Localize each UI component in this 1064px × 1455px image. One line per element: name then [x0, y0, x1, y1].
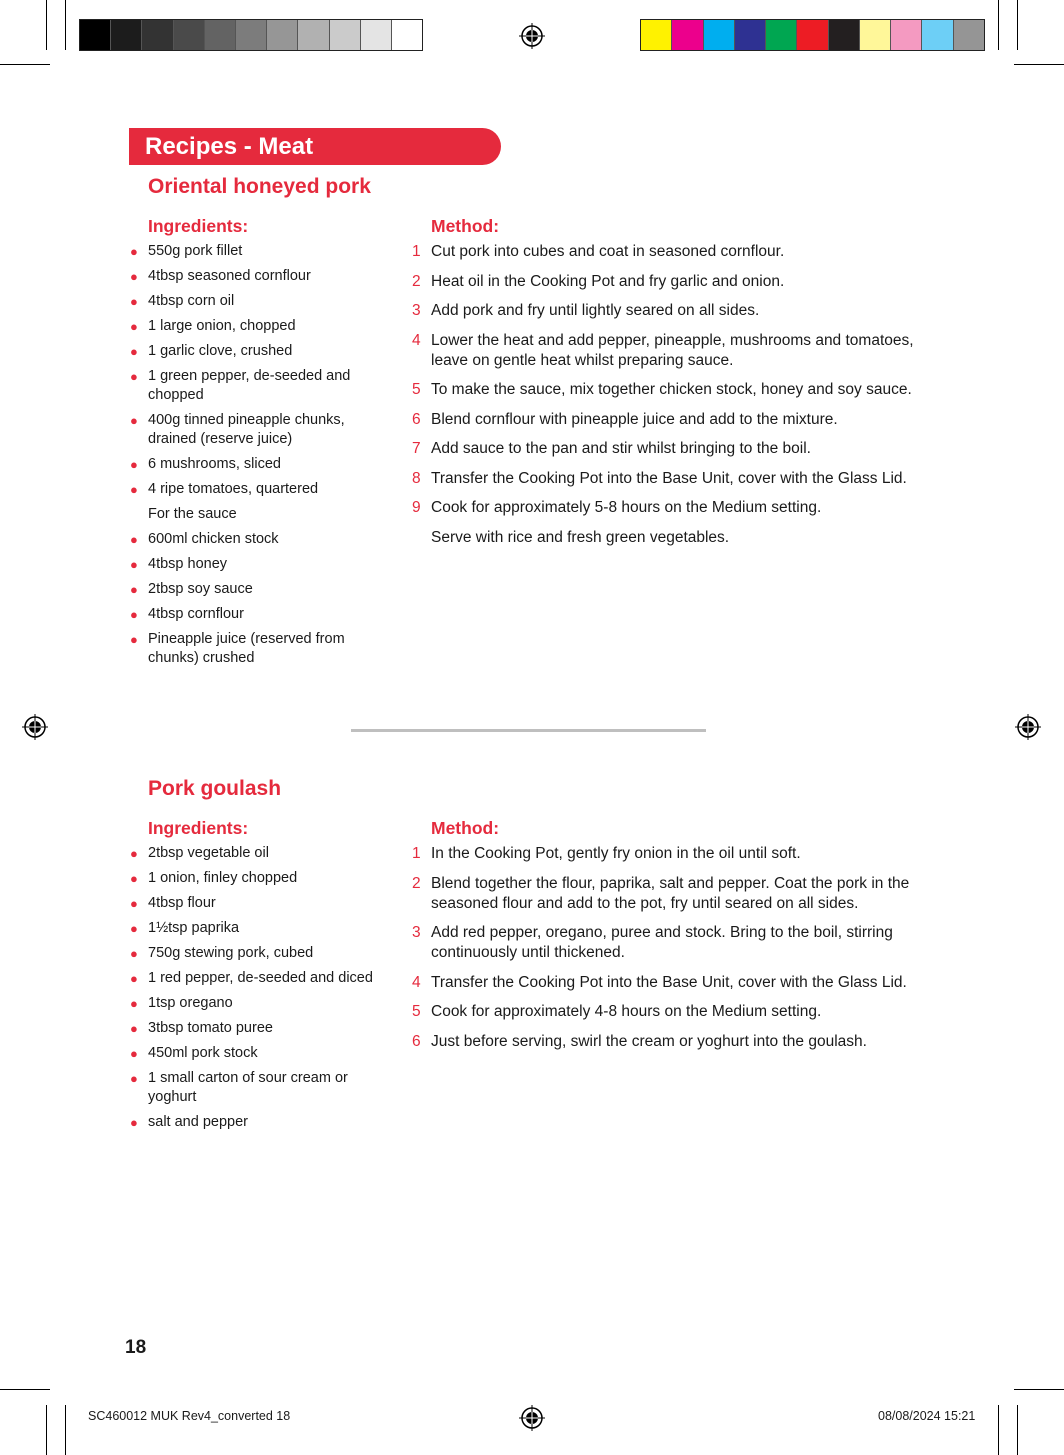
ingredient-item	[126, 455, 376, 474]
bullet-icon: ●	[130, 946, 138, 961]
ingredient-text: 4tbsp cornflour	[148, 606, 244, 622]
ingredient-item	[126, 1113, 376, 1132]
color-swatch	[267, 20, 298, 50]
step-number: 3	[412, 924, 421, 941]
step-text: Heat oil in the Cooking Pot and fry garlic and onion.	[431, 272, 785, 290]
bullet-icon: ●	[130, 896, 138, 911]
method-step	[410, 1002, 950, 1022]
bullet-icon: ●	[130, 413, 138, 428]
ingredient-item	[126, 267, 376, 286]
bullet-icon: ●	[130, 344, 138, 359]
method-step	[410, 380, 950, 400]
ingredient-item	[126, 919, 376, 938]
ingredient-item	[126, 944, 376, 963]
crop-mark	[1014, 1389, 1064, 1390]
step-text: Just before serving, swirl the cream or yoghurt into the goulash.	[431, 1032, 867, 1050]
color-swatch	[641, 20, 672, 50]
step-number: 2	[412, 272, 421, 290]
color-swatch	[298, 20, 329, 50]
color-swatch	[236, 20, 267, 50]
ingredient-item	[126, 505, 376, 524]
bullet-icon: ●	[130, 457, 138, 472]
color-swatch	[766, 20, 797, 50]
method-step	[410, 1032, 950, 1052]
ingredient-text: 4tbsp flour	[148, 895, 216, 911]
step-text: In the Cooking Pot, gently fry onion in the oil until soft.	[431, 845, 801, 862]
step-number: 4	[412, 331, 421, 349]
color-swatch	[704, 20, 735, 50]
method-step	[410, 410, 950, 430]
ingredient-item	[126, 480, 376, 499]
greyscale-color-bar	[79, 19, 423, 51]
bullet-icon: ●	[130, 482, 138, 497]
ingredients-list	[126, 242, 376, 674]
color-swatch	[392, 20, 422, 50]
ingredient-text: 1 large onion, chopped	[148, 318, 296, 334]
bullet-icon: ●	[130, 1046, 138, 1061]
method-step	[410, 301, 950, 321]
color-swatch	[111, 20, 142, 50]
method-step	[410, 331, 950, 371]
step-number: 6	[412, 410, 421, 428]
step-text: Add red pepper, oregano, puree and stock. Bring to the boil, stirring continuously until thickened.	[431, 924, 893, 961]
bullet-icon: ●	[130, 996, 138, 1011]
crop-mark	[46, 1405, 47, 1455]
ingredient-text: 2tbsp soy sauce	[148, 581, 253, 597]
method-step	[410, 973, 950, 993]
recipe-title: Pork goulash	[148, 777, 282, 800]
method-list	[410, 844, 950, 1061]
registration-target-icon	[519, 23, 545, 49]
color-swatch	[797, 20, 828, 50]
ingredient-text: 4tbsp seasoned cornflour	[148, 268, 311, 284]
method-list	[410, 242, 950, 557]
bullet-icon: ●	[130, 971, 138, 986]
crop-mark	[1014, 64, 1064, 65]
step-number: 8	[412, 469, 421, 487]
color-swatch	[205, 20, 236, 50]
bullet-icon: ●	[130, 607, 138, 622]
method-step	[410, 844, 950, 864]
registration-target-icon	[22, 714, 48, 740]
ingredient-item	[126, 367, 376, 405]
crop-mark	[1017, 1405, 1018, 1455]
method-step	[410, 874, 950, 914]
crop-mark	[0, 64, 50, 65]
ingredient-item	[126, 605, 376, 624]
step-text: To make the sauce, mix together chicken stock, honey and soy sauce.	[431, 381, 912, 398]
ingredient-item	[126, 869, 376, 888]
bullet-icon: ●	[130, 921, 138, 936]
method-heading: Method:	[431, 216, 500, 236]
ingredient-text: For the sauce	[148, 506, 237, 522]
method-step	[410, 469, 950, 489]
color-swatch	[891, 20, 922, 50]
color-swatch	[860, 20, 891, 50]
ingredient-text: 550g pork fillet	[148, 243, 243, 259]
step-text: Transfer the Cooking Pot into the Base Unit, cover with the Glass Lid.	[431, 973, 907, 991]
ingredient-item	[126, 411, 376, 449]
step-text: Cook for approximately 4-8 hours on the Medium setting.	[431, 1003, 822, 1020]
step-text: Serve with rice and fresh green vegetables.	[431, 528, 730, 546]
color-swatch	[735, 20, 766, 50]
ingredient-item	[126, 580, 376, 599]
step-text: Lower the heat and add pepper, pineapple, mushrooms and tomatoes, leave on gentle heat whilst preparing sauce.	[431, 331, 914, 369]
step-text: Add sauce to the pan and stir whilst bringing to the boil.	[431, 440, 811, 457]
bullet-icon: ●	[130, 846, 138, 861]
color-swatch	[330, 20, 361, 50]
page-number: 18	[125, 1337, 147, 1358]
step-number: 4	[412, 973, 421, 991]
step-text: Cut pork into cubes and coat in seasoned cornflour.	[431, 243, 785, 260]
color-swatch	[829, 20, 860, 50]
crop-mark	[1017, 0, 1018, 50]
bullet-icon: ●	[130, 244, 138, 259]
method-heading: Method:	[431, 818, 500, 838]
step-number: 5	[412, 381, 421, 398]
ingredient-item	[126, 844, 376, 863]
ingredient-item	[126, 1019, 376, 1038]
ingredient-text: 600ml chicken stock	[148, 531, 279, 547]
ingredients-heading: Ingredients:	[148, 818, 249, 838]
ingredient-item	[126, 630, 376, 668]
bullet-icon: ●	[130, 319, 138, 334]
recipe-title: Oriental honeyed pork	[148, 175, 371, 198]
step-number: 1	[412, 243, 421, 260]
color-swatch	[142, 20, 173, 50]
method-step	[410, 498, 950, 518]
crop-mark	[65, 0, 66, 50]
ingredient-text: 4tbsp corn oil	[148, 293, 235, 309]
color-swatch	[672, 20, 703, 50]
ingredient-item	[126, 530, 376, 549]
step-text: Blend together the flour, paprika, salt and pepper. Coat the pork in the seasoned flour and add to the pot, fry until seared on all sides.	[431, 874, 910, 912]
ingredient-item	[126, 317, 376, 336]
ingredient-text: 6 mushrooms, sliced	[148, 456, 281, 472]
bullet-icon: ●	[130, 1115, 138, 1130]
color-swatch	[361, 20, 392, 50]
ingredient-item	[126, 555, 376, 574]
ingredient-text: 3tbsp tomato puree	[148, 1020, 273, 1036]
color-swatch	[80, 20, 111, 50]
step-text: Blend cornflour with pineapple juice and add to the mixture.	[431, 410, 838, 428]
bullet-icon: ●	[130, 557, 138, 572]
bullet-icon: ●	[130, 871, 138, 886]
ingredient-item	[126, 994, 376, 1013]
ingredient-item	[126, 1044, 376, 1063]
ingredient-text: 4 ripe tomatoes, quartered	[148, 481, 319, 497]
color-swatch	[922, 20, 953, 50]
method-step	[410, 272, 950, 292]
section-title: Recipes - Meat	[145, 133, 314, 160]
registration-target-icon	[519, 1405, 545, 1431]
ingredient-text: 1 red pepper, de-seeded and diced	[148, 970, 373, 986]
ingredients-heading: Ingredients:	[148, 216, 249, 236]
ingredients-list	[126, 844, 376, 1138]
step-text: Cook for approximately 5-8 hours on the Medium setting.	[431, 499, 822, 516]
ingredient-text: 450ml pork stock	[148, 1045, 258, 1061]
ingredient-text: 1½tsp paprika	[148, 920, 240, 936]
step-number: 2	[412, 874, 421, 892]
bullet-icon: ●	[130, 369, 138, 384]
method-step	[410, 439, 950, 459]
crop-mark	[0, 1389, 50, 1390]
bullet-icon: ●	[130, 632, 138, 647]
ingredient-text: 2tbsp vegetable oil	[148, 845, 269, 861]
bullet-icon: ●	[130, 1021, 138, 1036]
step-number: 3	[412, 302, 421, 319]
ingredient-item	[126, 1069, 376, 1107]
section-banner	[129, 128, 501, 165]
bullet-icon: ●	[130, 582, 138, 597]
color-swatch	[174, 20, 205, 50]
method-step	[410, 923, 950, 963]
step-number: 9	[412, 499, 421, 516]
bullet-icon: ●	[130, 1071, 138, 1086]
step-number: 7	[412, 440, 421, 457]
step-number: 1	[412, 845, 421, 862]
step-number: 6	[412, 1032, 421, 1050]
ingredient-text: 1 green pepper, de-seeded and chopped	[148, 368, 351, 403]
step-text: Add pork and fry until lightly seared on all sides.	[431, 302, 760, 319]
crop-mark	[998, 1405, 999, 1455]
process-color-bar	[640, 19, 985, 51]
crop-mark	[46, 0, 47, 50]
ingredient-text: 1 garlic clove, crushed	[148, 343, 293, 359]
section-divider	[351, 729, 706, 732]
crop-mark	[65, 1405, 66, 1455]
bullet-icon: ●	[130, 294, 138, 309]
color-swatch	[954, 20, 984, 50]
ingredient-item	[126, 894, 376, 913]
step-text: Transfer the Cooking Pot into the Base Unit, cover with the Glass Lid.	[431, 469, 907, 487]
ingredient-item	[126, 969, 376, 988]
ingredient-text: Pineapple juice (reserved from chunks) crushed	[148, 631, 345, 666]
method-step	[410, 242, 950, 262]
bullet-icon: ●	[130, 269, 138, 284]
ingredient-item	[126, 342, 376, 361]
ingredient-text: 1 onion, finley chopped	[148, 870, 298, 886]
ingredient-item	[126, 242, 376, 261]
ingredient-item	[126, 292, 376, 311]
slug-line: SC460012 MUK Rev4_converted 18	[88, 1409, 291, 1423]
ingredient-text: 400g tinned pineapple chunks, drained (reserve juice)	[148, 412, 345, 447]
bullet-icon: ●	[130, 532, 138, 547]
step-number: 5	[412, 1003, 421, 1020]
ingredient-text: 750g stewing pork, cubed	[148, 945, 314, 961]
registration-target-icon	[1015, 714, 1041, 740]
ingredient-text: 4tbsp honey	[148, 556, 228, 572]
method-step	[410, 528, 950, 548]
crop-mark	[998, 0, 999, 50]
ingredient-text: 1 small carton of sour cream or yoghurt	[148, 1070, 348, 1105]
ingredient-text: 1tsp oregano	[148, 995, 233, 1011]
slug-timestamp: 08/08/2024 15:21	[878, 1409, 976, 1423]
ingredient-text: salt and pepper	[148, 1114, 248, 1130]
